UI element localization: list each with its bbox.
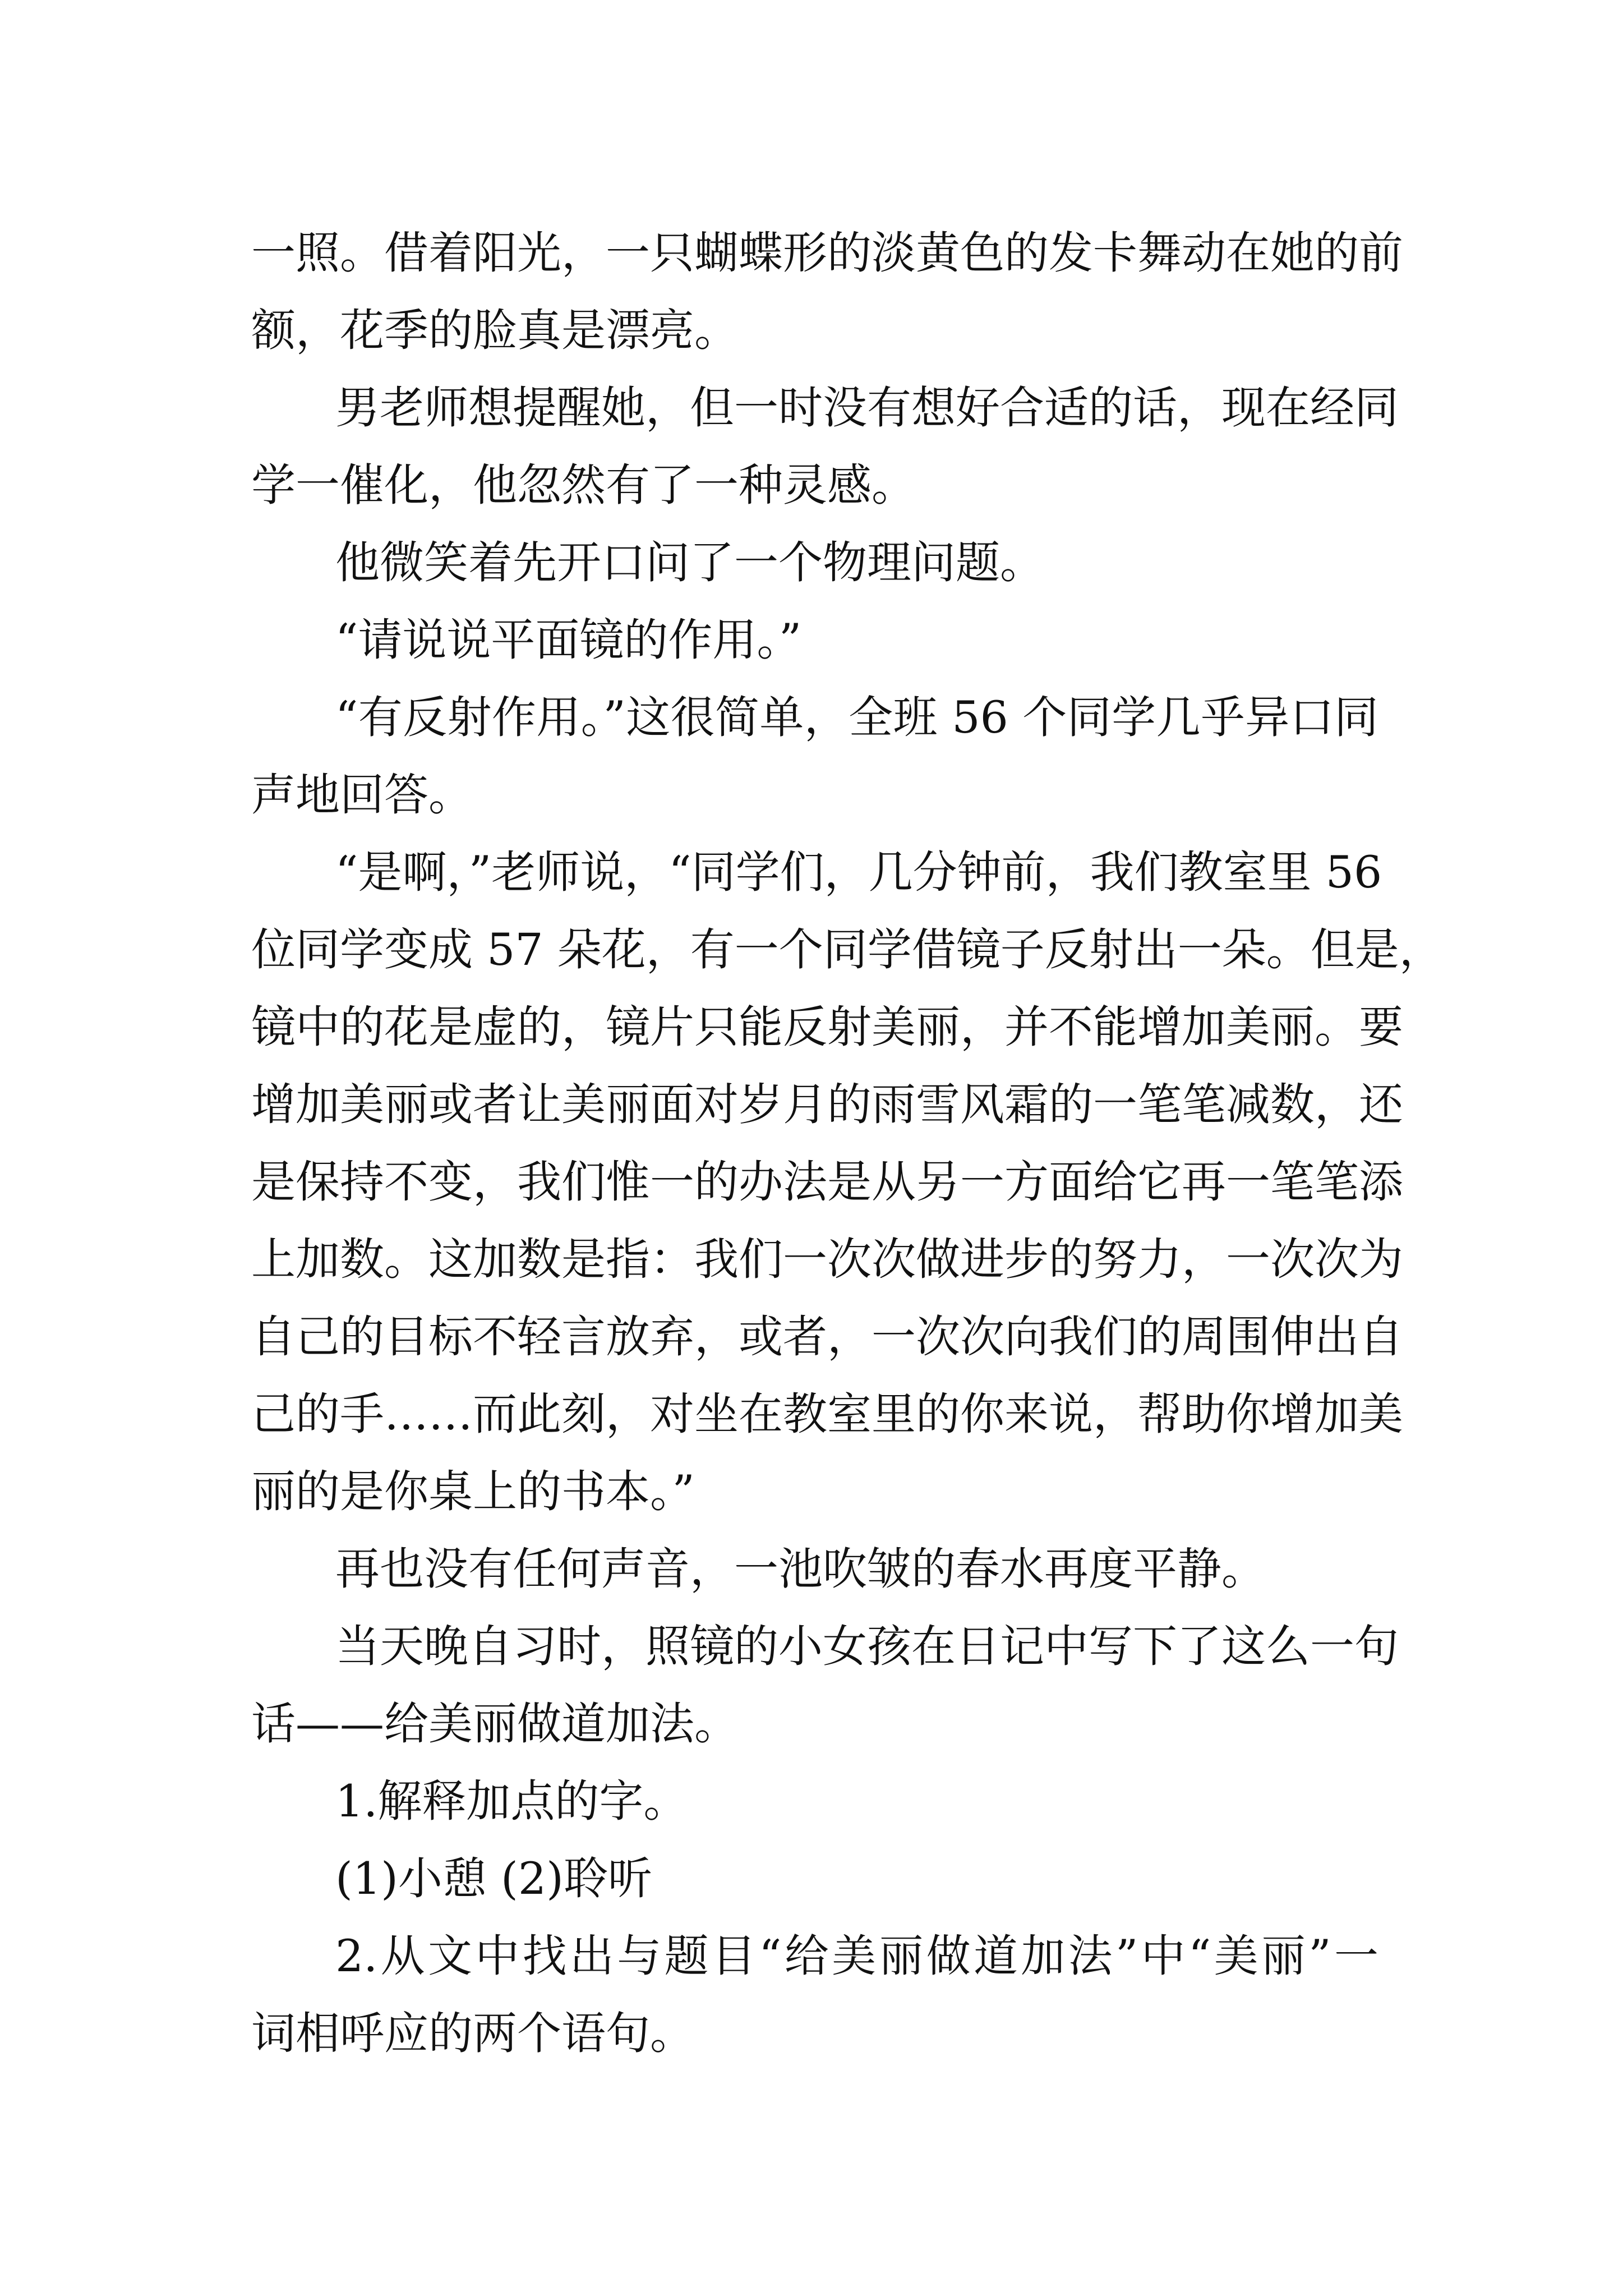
text-line: 2.从文中找出与题目“给美丽做道加法”中“美丽”一	[335, 1930, 1378, 1982]
document-body	[251, 214, 1444, 2072]
text-line: “有反射作用。”这很简单，全班 56 个同学几乎异口同	[335, 692, 1378, 743]
text-line: 己的手……而此刻，对坐在教室里的你来说，帮助你增加美	[251, 1388, 1403, 1440]
text-line: “请说说平面镜的作用。”	[335, 614, 802, 666]
text-line: 额，花季的脸真是漂亮。	[251, 305, 739, 356]
text-line: 声地回答。	[251, 769, 473, 821]
text-line: 一照。借着阳光，一只蝴蝶形的淡黄色的发卡舞动在她的前	[251, 227, 1403, 279]
text-line: 当天晚自习时，照镜的小女孩在日记中写下了这么一句	[335, 1621, 1399, 1672]
text-line: 自己的目标不轻言放弃，或者，一次次向我们的周围伸出自	[251, 1311, 1403, 1363]
text-line: 位同学变成 57 朵花，有一个同学借镜子反射出一朵。但是，	[251, 924, 1444, 976]
text-line: 学一催化，他忽然有了一种灵感。	[251, 459, 916, 511]
text-line: 1.解释加点的字。	[335, 1775, 688, 1827]
text-line: 男老师想提醒她，但一时没有想好合适的话，现在经同	[335, 382, 1399, 434]
text-line: 再也没有任何声音，一池吹皱的春水再度平静。	[335, 1543, 1266, 1595]
text-line: “是啊，”老师说，“同学们，几分钟前，我们教室里 56	[335, 846, 1382, 898]
text-line: 丽的是你桌上的书本。”	[251, 1466, 695, 1517]
text-line: 他微笑着先开口问了一个物理问题。	[335, 537, 1044, 588]
text-line: 是保持不变，我们惟一的办法是从另一方面给它再一笔笔添	[251, 1156, 1403, 1208]
text-line: 增加美丽或者让美丽面对岁月的雨雪风霜的一笔笔减数，还	[251, 1079, 1403, 1130]
text-line: 镜中的花是虚的，镜片只能反射美丽，并不能增加美丽。要	[251, 1001, 1403, 1053]
text-line: 词相呼应的两个语句。	[251, 2008, 694, 2059]
text-line: 上加数。这加数是指：我们一次次做进步的努力，一次次为	[251, 1234, 1403, 1285]
text-line: 话——给美丽做道加法。	[251, 1698, 739, 1750]
text-line: (1)小憩 (2)聆听	[335, 1853, 652, 1904]
